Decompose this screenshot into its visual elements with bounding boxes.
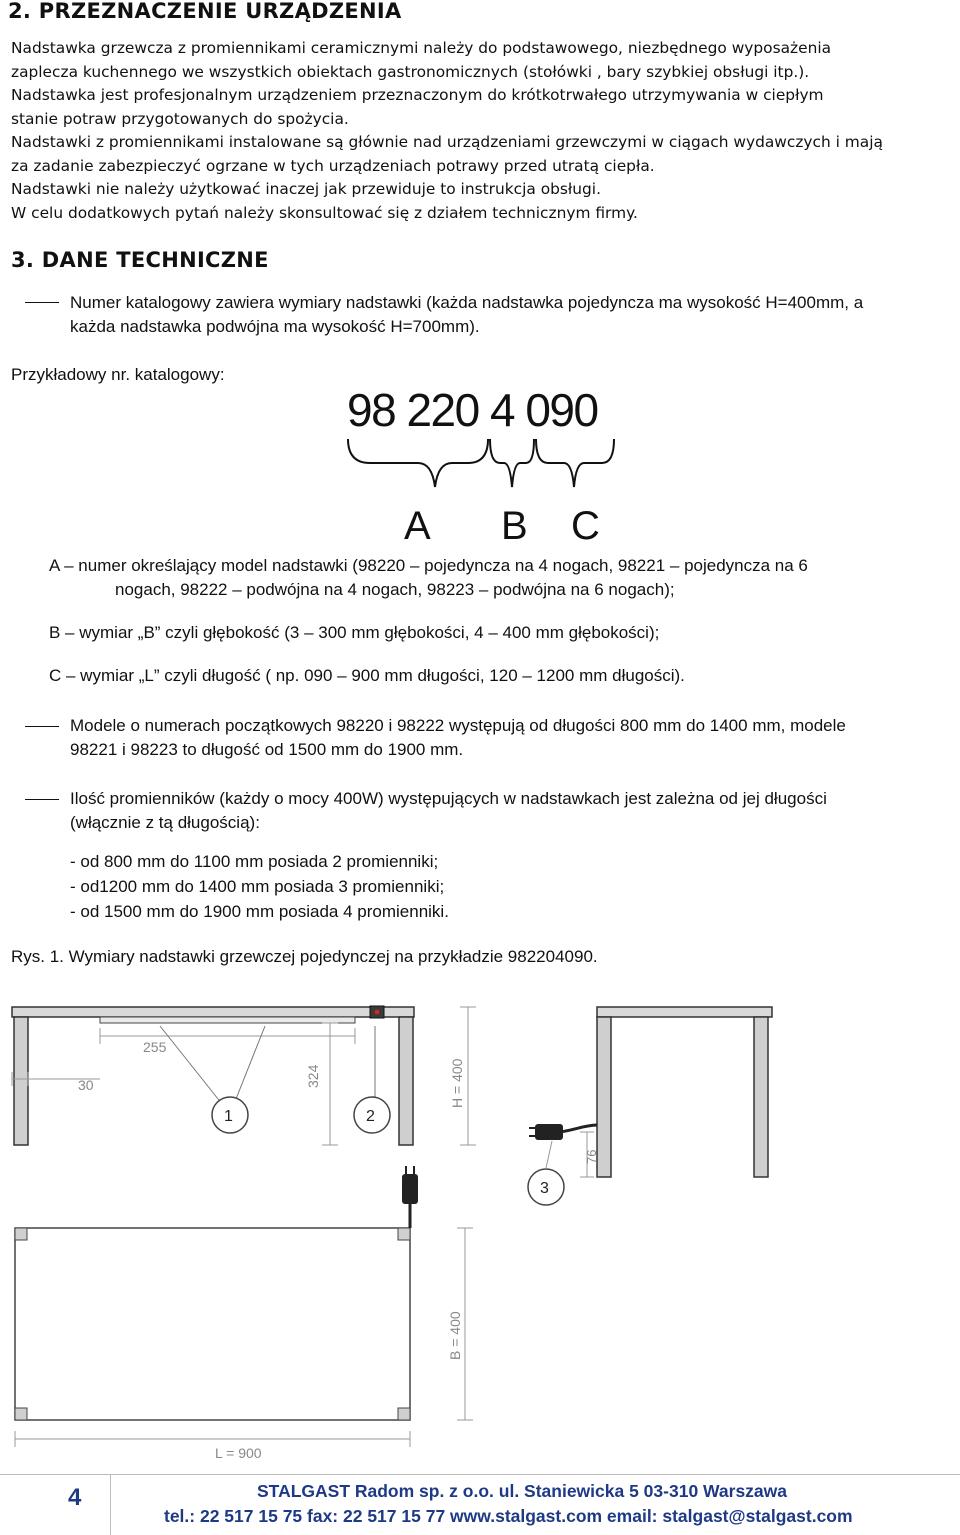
right-leg [399, 1017, 413, 1145]
part-label-b: B [501, 504, 528, 548]
braces-diagram [340, 435, 630, 495]
bullet-catalog-number: Numer katalogowy zawiera wymiary nadstawki (każda nadstawka pojedyncza ma wysokość H=400mm, a każda nadstawka podwójna ma wysokość H=700mm). [70, 293, 864, 336]
part-label-c: C [571, 504, 600, 548]
section-3-title: 3. DANE TECHNICZNE [11, 248, 269, 272]
footer-contact: tel.: 22 517 15 75 fax: 22 517 15 77 www.stalgast.com email: stalgast@stalgast.com [164, 1506, 853, 1526]
callout-1: 1 [224, 1108, 233, 1125]
brace-c [536, 439, 614, 487]
callout-2: 2 [366, 1108, 375, 1125]
bullet-dash [25, 726, 59, 727]
section-2-body [11, 37, 883, 225]
paragraph-line: zaplecza kuchennego we wszystkich obiektach gastronomicznych (stołówki , bary szybkiej obsługi itp.). [11, 62, 810, 81]
paragraph-line: Nadstawki nie należy użytkować inaczej jak przewiduje to instrukcja obsługi. [11, 180, 601, 198]
bullet-models: Modele o numerach początkowych 98220 i 98222 występują od długości 800 mm do 1400 mm, modele 98221 i 98223 to długość od 1500 mm do 1900 mm. [70, 716, 846, 759]
paragraph-line: Nadstawka grzewcza z promiennikami ceramicznymi należy do podstawowego, niezbędnego wyposażenia [11, 39, 832, 57]
dim-30: 30 [78, 1077, 94, 1093]
technical-drawing [0, 990, 960, 1470]
callout-3: 3 [540, 1180, 549, 1197]
top-view-frame [15, 1228, 410, 1420]
dim-255: 255 [143, 1039, 167, 1055]
list-item: - od1200 mm do 1400 mm posiada 3 promienniki; [70, 877, 445, 896]
list-item: - od 1500 mm do 1900 mm posiada 4 promienniki. [70, 902, 449, 921]
example-catalog-number: 98 220 4 090 [347, 384, 598, 436]
paragraph-line: Nadstawki z promiennikami instalowane są głównie nad urządzeniami grzewczymi w ciągach wydawczych i mają [11, 133, 883, 151]
paragraph-line: W celu dodatkowych pytań należy skonsultować się z działem technicznym firmy. [11, 203, 638, 222]
section-2-title: 2. PRZEZNACZENIE URZĄDZENIA [8, 0, 402, 23]
dim-b: B = 400 [447, 1311, 463, 1360]
part-label-a: A [404, 504, 431, 548]
page-number: 4 [68, 1484, 82, 1511]
brace-b [490, 439, 534, 487]
top-bar [12, 1007, 414, 1017]
list-item: - od 800 mm do 1100 mm posiada 2 promienniki; [70, 852, 439, 871]
definition-a: A – numer określający model nadstawki (98220 – pojedyncza na 4 nogach, 98221 – pojedyncza na 6 nogach, 98222 – podwójna na 4 nogach, 98223 – podwójna na 6 nogach); [49, 556, 808, 599]
example-label: Przykładowy nr. katalogowy: [11, 365, 225, 384]
dim-324: 324 [305, 1064, 321, 1088]
footer-separator [110, 1474, 111, 1535]
bullet-radiators: Ilość promienników (każdy o mocy 400W) występujących w nadstawkach jest zależna od jej długości (włącznie z tą długością): [70, 789, 827, 832]
top-plug [402, 1174, 418, 1204]
side-plug [535, 1124, 563, 1140]
footer-address: STALGAST Radom sp. z o.o. ul. Staniewicka 5 03-310 Warszawa [257, 1481, 788, 1501]
left-leg [14, 1017, 28, 1145]
paragraph-line: Nadstawka jest profesjonalnym urządzeniem przeznaczonym do krótkotrwałego utrzymywania w ciepłym [11, 86, 824, 104]
bullet-dash [25, 799, 59, 800]
footer-divider [0, 1474, 960, 1475]
side-top-bar [597, 1007, 772, 1017]
dim-h: H = 400 [449, 1058, 465, 1108]
definition-c: C – wymiar „L” czyli długość ( np. 090 – 900 mm długości, 120 – 1200 mm długości). [49, 666, 685, 685]
paragraph-line: stanie potraw przygotowanych do spożycia. [11, 109, 349, 128]
brace-a [348, 439, 488, 487]
bullet-dash [25, 302, 59, 303]
heater-panel [100, 1017, 355, 1023]
side-left-leg [597, 1017, 611, 1177]
radiator-list [70, 849, 449, 924]
dim-76: 76 [584, 1149, 599, 1164]
definition-b: B – wymiar „B” czyli głębokość (3 – 300 mm głębokości, 4 – 400 mm głębokości); [49, 623, 660, 642]
paragraph-line: za zadanie zabezpieczyć ogrzane w tych urządzeniach potrawy przed utratą ciepła. [11, 156, 655, 175]
side-right-leg [754, 1017, 768, 1177]
dim-l: L = 900 [215, 1445, 262, 1461]
figure-caption: Rys. 1. Wymiary nadstawki grzewczej pojedynczej na przykładzie 982204090. [11, 947, 598, 966]
